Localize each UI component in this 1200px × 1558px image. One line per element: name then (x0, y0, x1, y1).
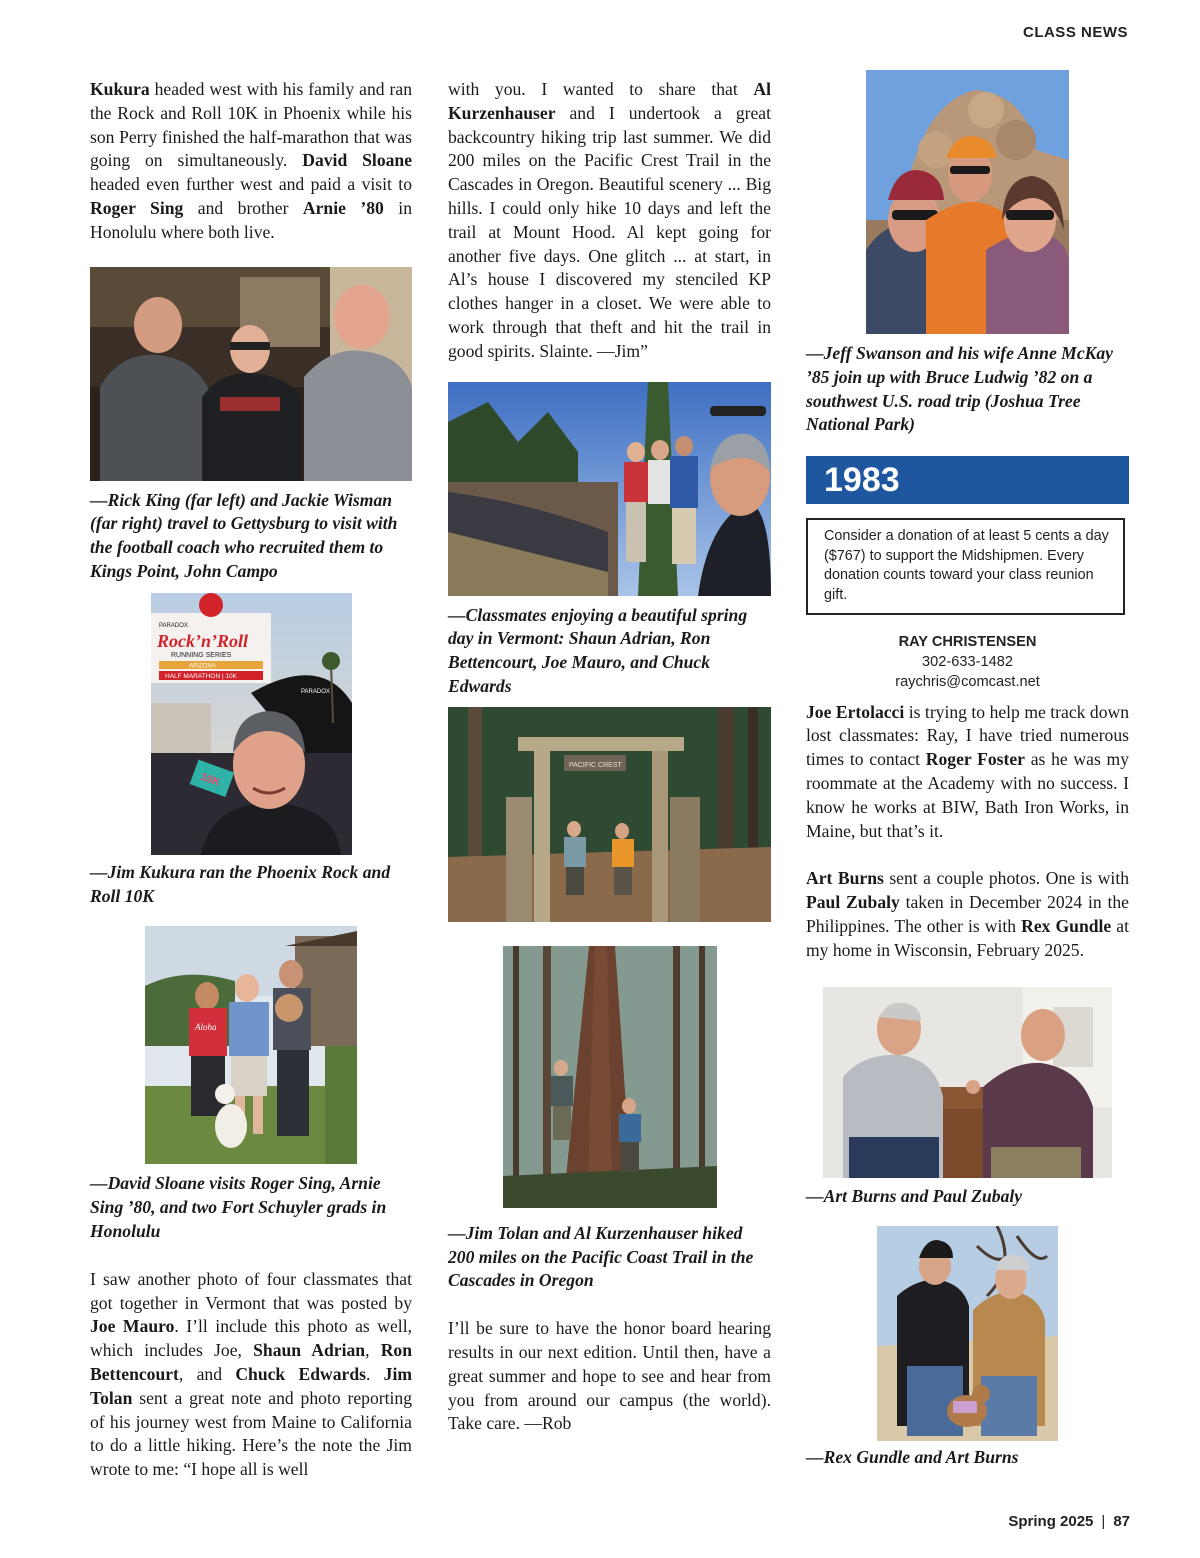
person-name: Ron Bettencourt (90, 1340, 412, 1384)
article-paragraph: Kukura headed west with his family and ran the Rock and Roll 10K in Phoenix while his son Perry finished the half-marathon that was going on simultaneously. David Sloane headed even further west and paid a visit to Roger Sing and brother Arnie ’80 in Honolulu where both live. (90, 79, 413, 242)
footer-separator: | (1101, 1513, 1106, 1530)
sign-brand: Rock’n’Roll (156, 630, 248, 651)
person-name: Jim Tolan (90, 1363, 413, 1408)
donation-box: Consider a donation of at least 5 cents a day ($767) to support the Midshipmen. Every donation counts toward your class reunion gift. (806, 518, 1125, 614)
person-name: Shaun Adrian (253, 1340, 366, 1361)
column-3 (806, 70, 1129, 1470)
sign-sponsor: PARADOX (158, 622, 188, 629)
person-name: Joe Ertolacci (806, 701, 905, 722)
column-2 (448, 78, 771, 1436)
photo-joshua-tree (866, 70, 1069, 334)
person-name: Chuck Edwards (235, 1363, 366, 1384)
photo-caption: —Jim Tolan and Al Kurzenhauser hiked 200 miles on the Pacific Coast Trail in the Cascades in Oregon (448, 1222, 754, 1291)
class-year-heading: 1983 (806, 456, 1129, 504)
photo-gettysburg (90, 267, 412, 481)
photo-caption: —David Sloane visits Roger Sing, Arnie Sing ’80, and two Fort Schuyler grads in Honolulu (90, 1173, 387, 1241)
person-name: Roger Foster (925, 749, 1025, 770)
trail-sign: PACIFIC CREST (569, 761, 622, 769)
photo-caption: —Rick King (far left) and Jackie Wisman (far right) travel to Gettysburg to visit with the football coach who recruited them to Kings Point, John Campo (90, 489, 398, 581)
photo-caption: —Classmates enjoying a beautiful spring day in Vermont: Shaun Adrian, Ron Bettencourt, Joe Mauro, and Chuck Edwards (448, 604, 748, 696)
sign-race: HALF MARATHON | 10K (164, 672, 237, 680)
section-label: CLASS NEWS (1022, 24, 1128, 41)
page-footer (1008, 1513, 1130, 1530)
issue-label: Spring 2025 (1008, 1513, 1094, 1530)
photo-redwood (503, 946, 717, 1208)
photo-honolulu (145, 926, 357, 1164)
person-name: Arnie ’80 (302, 197, 384, 218)
sign-series: RUNNING SERIES (170, 651, 231, 659)
contact-phone: 302-633-1482 (922, 653, 1013, 670)
page-number: 87 (1113, 1513, 1130, 1530)
article-paragraph: Art Burns sent a couple photos. One is with Paul Zubaly taken in December 2024 in the Philippines. The other is with Rex Gundle at my home in Wisconsin, February 2025. (806, 868, 1130, 960)
contact-name: RAY CHRISTENSEN (898, 633, 1037, 650)
person-name: Joe Mauro (90, 1316, 175, 1337)
person-name: Art Burns (806, 868, 884, 889)
photo-wisconsin (877, 1226, 1058, 1441)
article-paragraph: I saw another photo of four classmates that got together in Vermont that was posted by Joe Mauro. I’ll include this photo as well, which includes Joe, Shaun Adrian, Ron Bettencourt, and Chuck Edwards. Jim Tolan sent a great note and photo reporting of his journey west from Maine to California to do a little hiking. Here’s the note the Jim wrote to me: “I hope all is well (90, 1268, 413, 1480)
race-bib: 10K (198, 770, 222, 789)
photo-rock-n-roll (151, 593, 352, 855)
photo-philippines (823, 987, 1112, 1178)
sign-region: ARIZONA (188, 663, 216, 670)
photo-caption: —Rex Gundle and Art Burns (806, 1447, 1019, 1468)
class-contact (806, 632, 1129, 692)
article-paragraph: with you. I wanted to share that Al Kurzenhauser and I undertook a great backcountry hiking trip last summer. We did 200 miles on the Pacific Crest Trail in the Cascades in Oregon. Beautiful scenery ... Big hills. I could only hike 10 days and left the trail at Mount Hood. Al kept going for another five days. One glitch ... at start, in Al’s house I discovered my stenciled KP clothes hanger in a closet. We were able to work through that theft and hit the trail in good spirits. Slainte. —Jim” (448, 79, 771, 361)
contact-email: raychris@comcast.net (895, 673, 1040, 690)
person-name: Roger Sing (90, 197, 184, 218)
arch-sponsor: PARADOX (300, 688, 330, 695)
photo-caption: —Jim Kukura ran the Phoenix Rock and Roll 10K (90, 861, 391, 906)
column-1 (90, 78, 412, 1482)
person-name: David Sloane (302, 150, 413, 171)
shirt-text: Aloha (195, 1022, 217, 1033)
person-name: Rex Gundle (1021, 915, 1112, 936)
photo-vermont (448, 382, 771, 596)
person-name: Kukura (90, 79, 150, 99)
photo-caption: —Jeff Swanson and his wife Anne McKay ’85 join up with Bruce Ludwig ’82 on a southwest U.S. road trip (Joshua Tree National Park) (806, 343, 1113, 435)
person-name: Paul Zubaly (806, 892, 900, 913)
person-name: Al Kurzenhauser (448, 79, 771, 123)
article-paragraph: I’ll be sure to have the honor board hearing results in our next edition. Until then, have a great summer and hope to see and hear from you from around our campus (the world). Take care. —Rob (448, 1318, 771, 1434)
article-paragraph: Joe Ertolacci is trying to help me track down lost classmates: Ray, I have tried numerous times to contact Roger Foster as he was my roommate at the Academy with no success. I know he works at BIW, Bath Iron Works, in Maine, but that’s it. (806, 701, 1129, 841)
photo-pacific-crest (448, 707, 771, 922)
photo-caption: —Art Burns and Paul Zubaly (806, 1185, 1023, 1206)
